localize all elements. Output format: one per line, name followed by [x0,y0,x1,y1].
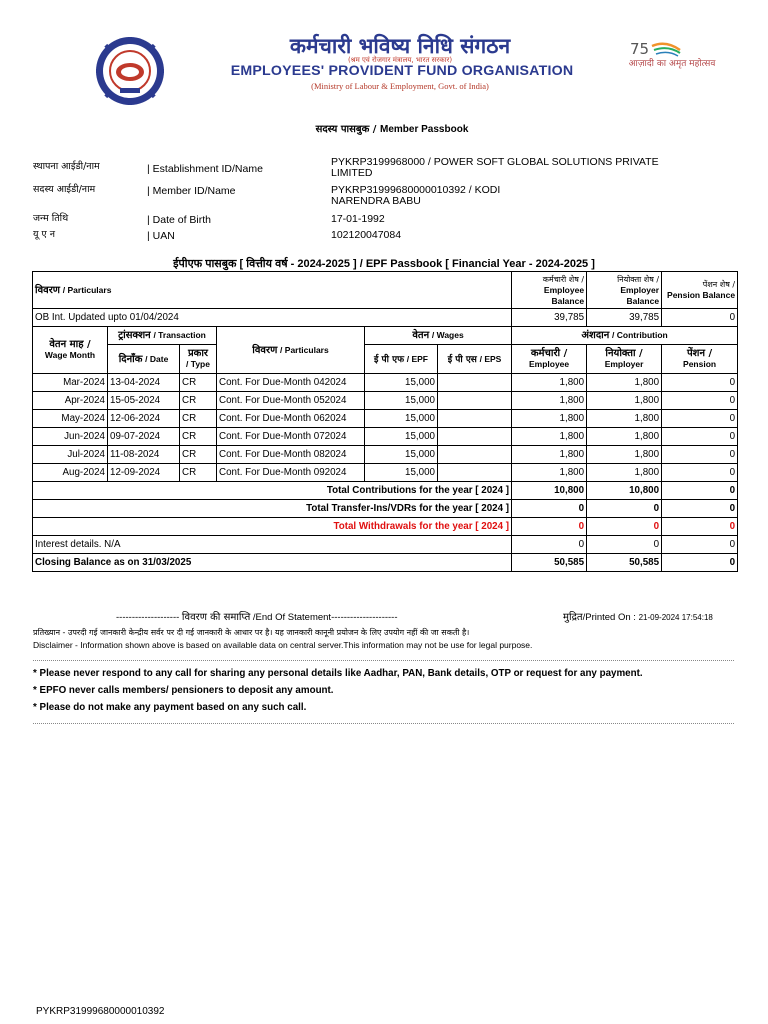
org-tagline-hindi: (श्रम एवं रोजगार मंत्रालय, भारत सरकार) [347,56,453,64]
wage-month: May-2024 [33,410,108,428]
azadi-logo-text: आज़ादी का अमृत महोत्सव [628,59,716,69]
employee-contribution: 1,800 [512,464,587,482]
establishment-value: PYKRP3199968000 / POWER SOFT GLOBAL SOLUTIONS PRIVATE LIMITED [331,156,659,179]
epf-wages: 15,000 [365,428,438,446]
transaction-date: 11-08-2024 [108,446,180,464]
transaction-particulars: Cont. For Due-Month 062024 [217,410,365,428]
employee-contribution: 1,800 [512,428,587,446]
epf-wages: 15,000 [365,446,438,464]
transaction-type: CR [180,464,217,482]
wage-month: Mar-2024 [33,374,108,392]
interest-pension: 0 [662,536,738,554]
total-contributions-pension: 0 [662,482,738,500]
end-of-statement: -------------------- विवरण की समाप्ति /End Of Statement--------------------- [116,612,398,623]
org-name-hindi: कर्मचारी भविष्य निधि संगठन [289,33,511,58]
divider [33,660,734,661]
closing-balance-employer: 50,585 [587,554,662,572]
total-withdrawals-row [33,518,738,536]
transaction-particulars: Cont. For Due-Month 042024 [217,374,365,392]
eps-wages [438,392,512,410]
table-row [33,428,738,446]
table-row [33,464,738,482]
wage-month: Apr-2024 [33,392,108,410]
opening-balance-row [33,309,738,327]
employer-contribution: 1,800 [587,374,662,392]
wages-header: वेतन / Wages [365,327,512,345]
epfo-logo [95,36,165,106]
epf-wages: 15,000 [365,392,438,410]
employer-balance-header: नियोक्ता शेष / Employer Balance [587,272,662,309]
employee-contribution-header: कर्मचारी / Employee [512,345,587,374]
transaction-date: 13-04-2024 [108,374,180,392]
printed-date: 21-09-2024 17:54:18 [638,613,713,622]
footer-member-id: PYKRP31999680000010392 [36,1006,165,1017]
eps-wages [438,446,512,464]
transaction-particulars: Cont. For Due-Month 072024 [217,428,365,446]
uan-label-hindi: यू ए न [33,229,56,240]
total-contributions-employee: 10,800 [512,482,587,500]
sub-header-row-2 [33,345,738,374]
transaction-type: CR [180,374,217,392]
employer-contribution-header: नियोक्ता / Employer [587,345,662,374]
safety-note-2: * EPFO never calls members/ pensioners to deposit any amount. [33,685,334,696]
interest-employee: 0 [512,536,587,554]
member-id-label: | Member ID/Name [147,185,236,197]
total-transfers-row [33,500,738,518]
total-withdrawals-pension: 0 [662,518,738,536]
safety-note-3: * Please do not make any payment based on any such call. [33,702,307,713]
transaction-date: 09-07-2024 [108,428,180,446]
pension-contribution: 0 [662,374,738,392]
sub-header-row-1 [33,327,738,345]
epf-wages: 15,000 [365,410,438,428]
total-withdrawals-employer: 0 [587,518,662,536]
opening-balance-label: OB Int. Updated upto 01/04/2024 [33,309,512,327]
eps-wages [438,464,512,482]
ministry-line: (Ministry of Labour & Employment, Govt. of India) [311,81,489,91]
pension-contribution: 0 [662,446,738,464]
dob-label-hindi: जन्म तिथि [33,213,69,224]
svg-text:75: 75 [630,40,650,58]
total-withdrawals-label: Total Withdrawals for the year [ 2024 ] [33,518,512,536]
pension-contribution: 0 [662,464,738,482]
member-id-value: PYKRP31999680000010392 / KODI NARENDRA BABU [331,184,501,207]
total-transfers-employee: 0 [512,500,587,518]
eps-wages [438,428,512,446]
transaction-type: CR [180,392,217,410]
eps-wages-header: ई पी एस / EPS [438,345,512,374]
page-title-hindi: सदस्य पासबुक / [315,124,377,135]
org-name-english: EMPLOYEES' PROVIDENT FUND ORGANISATION [230,63,574,79]
employer-contribution: 1,800 [587,428,662,446]
date-header: दिनाँक / Date [108,345,180,374]
safety-note-1: * Please never respond to any call for sharing any personal details like Aadhar, PAN, Bank details, OTP or request for any payment. [33,668,643,679]
member-id-label-hindi: सदस्य आईडी/नाम [33,184,96,195]
passbook-table [32,271,738,572]
contribution-header: अंशदान / Contribution [512,327,738,345]
uan-value: 102120047084 [331,229,402,241]
employee-balance-header: कर्मचारी शेष / Employee Balance [512,272,587,309]
epf-wages: 15,000 [365,464,438,482]
eps-wages [438,410,512,428]
particulars-header: विवरण / Particulars [33,272,512,309]
total-transfers-label: Total Transfer-Ins/VDRs for the year [ 2024 ] [33,500,512,518]
printed-on: मुद्रित/Printed On : 21-09-2024 17:54:18 [563,612,713,623]
transaction-date: 15-05-2024 [108,392,180,410]
employee-contribution: 1,800 [512,446,587,464]
transaction-header: ट्रांसक्शन / Transaction [108,327,217,345]
passbook-title: ईपीएफ पासबुक [ वित्तीय वर्ष - 2024-2025 ] / EPF Passbook [ Financial Year - 2024-2025 ] [173,258,595,270]
pension-balance-header: पेंशन शेष / Pension Balance [662,272,738,309]
transaction-particulars: Cont. For Due-Month 082024 [217,446,365,464]
dob-label: | Date of Birth [147,214,212,226]
wage-month: Jun-2024 [33,428,108,446]
establishment-label-hindi: स्थापना आईडी/नाम [33,161,100,172]
transaction-date: 12-06-2024 [108,410,180,428]
transaction-type: CR [180,410,217,428]
total-contributions-label: Total Contributions for the year [ 2024 ] [33,482,512,500]
transaction-particulars: Cont. For Due-Month 052024 [217,392,365,410]
employee-contribution: 1,800 [512,374,587,392]
uan-label: | UAN [147,230,175,242]
page-title [0,120,768,135]
dob-value: 17-01-1992 [331,213,385,225]
employer-contribution: 1,800 [587,392,662,410]
total-withdrawals-employee: 0 [512,518,587,536]
page-title-english: Member Passbook [380,124,469,135]
employer-contribution: 1,800 [587,464,662,482]
employer-contribution: 1,800 [587,446,662,464]
table-row [33,446,738,464]
table-row [33,392,738,410]
interest-employer: 0 [587,536,662,554]
wage-month: Aug-2024 [33,464,108,482]
establishment-label: | Establishment ID/Name [147,163,263,175]
disclaimer-hindi: प्रतिख्यान - उपरदी गई जानकारी केन्द्रीय सर्वर पर दी गई जानकारी के आधार पर है। यह जानकारी कानूनी प्रयोजन के लिए उपयोग नहीं की जा सकती है। [33,628,470,637]
epf-wages-header: ई पी एफ / EPF [365,345,438,374]
closing-balance-pension: 0 [662,554,738,572]
interest-row [33,536,738,554]
pension-contribution: 0 [662,392,738,410]
pension-contribution: 0 [662,428,738,446]
pension-contribution: 0 [662,410,738,428]
opening-balance-employee: 39,785 [512,309,587,327]
total-contributions-employer: 10,800 [587,482,662,500]
employee-contribution: 1,800 [512,392,587,410]
total-contributions-row [33,482,738,500]
eps-wages [438,374,512,392]
epf-wages: 15,000 [365,374,438,392]
balance-header-row [33,272,738,309]
employer-contribution: 1,800 [587,410,662,428]
disclaimer-english: Disclaimer - Information shown above is based on available data on central server.This information may not be use for legal purpose. [33,640,533,650]
transaction-type: CR [180,446,217,464]
particulars-sub-header: विवरण / Particulars [217,327,365,374]
type-header: प्रकार / Type [180,345,217,374]
wage-month: Jul-2024 [33,446,108,464]
table-row [33,374,738,392]
closing-balance-employee: 50,585 [512,554,587,572]
closing-balance-row [33,554,738,572]
opening-balance-pension: 0 [662,309,738,327]
total-transfers-employer: 0 [587,500,662,518]
closing-balance-label: Closing Balance as on 31/03/2025 [33,554,512,572]
wage-month-header: वेतन माह / Wage Month [33,327,108,374]
divider [33,723,734,724]
interest-label: Interest details. N/A [33,536,512,554]
employee-contribution: 1,800 [512,410,587,428]
transaction-type: CR [180,428,217,446]
opening-balance-employer: 39,785 [587,309,662,327]
table-row [33,410,738,428]
total-transfers-pension: 0 [662,500,738,518]
transaction-particulars: Cont. For Due-Month 092024 [217,464,365,482]
pension-contribution-header: पेंशन / Pension [662,345,738,374]
transaction-date: 12-09-2024 [108,464,180,482]
